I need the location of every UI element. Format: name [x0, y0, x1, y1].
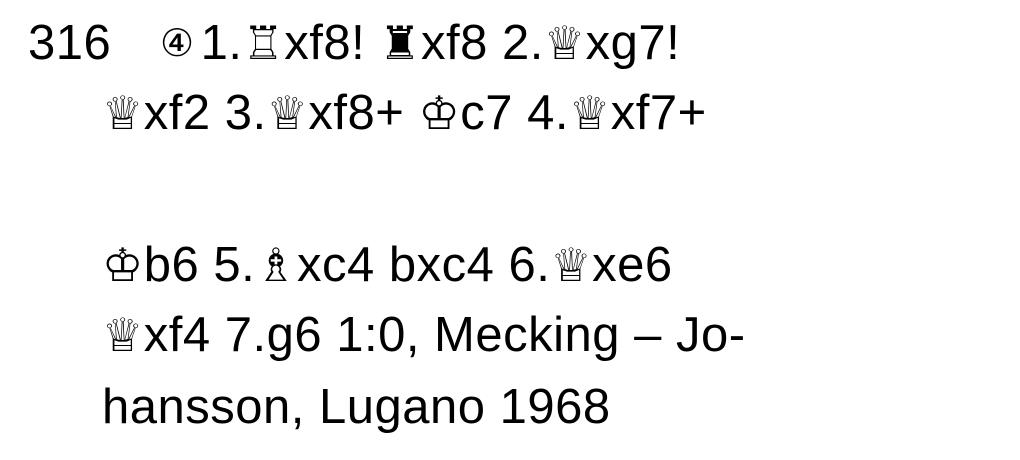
solution-line-4: [102, 306, 746, 364]
black-rook-icon: ♜: [379, 16, 422, 70]
queen-icon: ♕: [102, 86, 144, 140]
bishop-icon: ♗: [255, 238, 297, 292]
solution-line-3: [102, 236, 673, 294]
move-fragment: hansson, Lugano 1968: [102, 380, 611, 434]
move-text: [102, 238, 673, 292]
move-text: [102, 308, 746, 362]
move-fragment: xe6: [592, 238, 673, 292]
move-fragment: xf8!: [284, 16, 380, 70]
king-icon: ♔: [102, 238, 144, 292]
move-fragment: xf8+: [308, 86, 419, 140]
queen-icon: ♕: [568, 86, 611, 140]
move-fragment: xc4 bxc4 6.: [296, 238, 551, 292]
move-fragment: xf8 2.: [421, 16, 544, 70]
queen-icon: ♕: [266, 86, 309, 140]
move-fragment: 1.: [200, 16, 243, 70]
move-fragment: xf4 7.g6 1:0, Mecking – Jo-: [143, 308, 746, 362]
problem-number: 316: [28, 16, 112, 70]
queen-icon: ♕: [102, 308, 144, 362]
move-text: [102, 380, 611, 434]
solution-line-2: [102, 84, 707, 142]
queen-icon: ♕: [550, 238, 593, 292]
solution-line-1: [28, 14, 680, 72]
move-fragment: b6 5.: [143, 238, 256, 292]
difficulty-badge: ④: [160, 21, 195, 65]
move-fragment: xf7+: [610, 86, 707, 140]
king-icon: ♔: [418, 86, 461, 140]
queen-icon: ♕: [543, 16, 586, 70]
move-fragment: xf2 3.: [143, 86, 267, 140]
move-text: [201, 16, 681, 70]
move-fragment: xg7!: [585, 16, 681, 70]
move-text: [102, 86, 707, 140]
move-fragment: c7 4.: [460, 86, 569, 140]
white-rook-icon: ♖: [242, 16, 285, 70]
solution-line-5: [102, 378, 611, 436]
